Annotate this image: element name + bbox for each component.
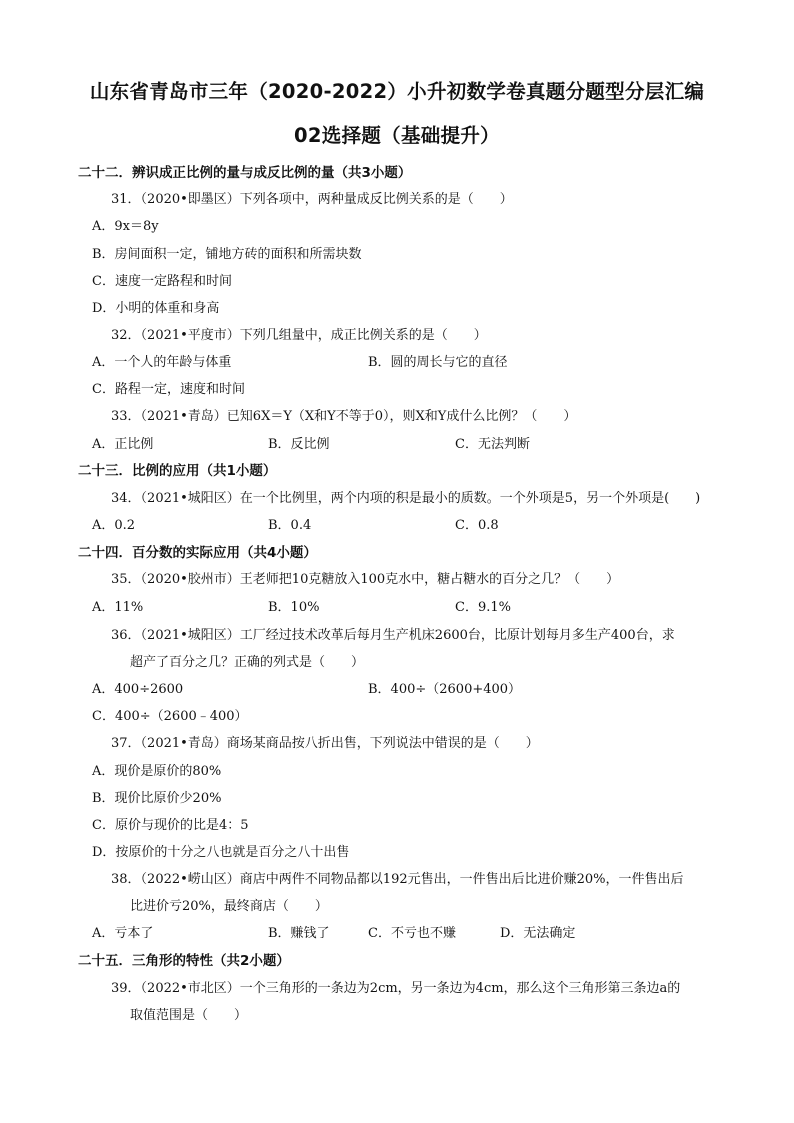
document-title: 山东省青岛市三年（2020-2022）小升初数学卷真题分题型分层汇编 — [89, 80, 705, 103]
question-33-stem: 33．（2021•青岛）已知6X＝Y（X和Y不等于0），则X和Y成什么比例？（ ） — [111, 409, 577, 424]
question-31-option-b: B．房间面积一定，铺地方砖的面积和所需块数 — [92, 247, 362, 262]
question-36-stem-line2: 超产了百分之几？正确的列式是（ ） — [130, 655, 365, 670]
question-38-option-c: C．不亏也不赚 — [368, 926, 456, 941]
question-37-option-b: B．现价比原价少20% — [92, 791, 222, 806]
question-37-stem: 37．（2021•青岛）商场某商品按八折出售，下列说法中错误的是（ ） — [111, 736, 539, 751]
question-32-stem: 32．（2021•平度市）下列几组量中，成正比例关系的是（ ） — [111, 328, 487, 343]
question-35-option-b: B．10% — [268, 600, 320, 615]
question-31-option-d: D．小明的体重和身高 — [92, 301, 220, 316]
question-36-option-c: C．400÷（2600﹣400） — [92, 709, 248, 724]
question-39-stem-line2: 取值范围是（ ） — [130, 1008, 248, 1023]
question-32-option-c: C．路程一定，速度和时间 — [92, 382, 245, 397]
question-34-stem: 34．（2021•城阳区）在一个比例里，两个内项的积是最小的质数。一个外项是5，另一个外项是( ) — [111, 491, 701, 506]
question-31-option-a: A．9x＝8y — [92, 219, 159, 234]
question-36-stem-line1: 36．（2021•城阳区）工厂经过技术改革后每月生产机床2600台，比原计划每月多生产400台，求 — [111, 628, 675, 643]
section-heading: 二十三．比例的应用（共1小题） — [78, 463, 277, 479]
question-32-option-b: B．圆的周长与它的直径 — [368, 355, 508, 370]
question-34-option-c: C．0.8 — [455, 518, 499, 533]
question-38-stem-line1: 38．（2022•崂山区）商店中两件不同物品都以192元售出，一件售出后比进价赚20%，一件售出后 — [111, 872, 684, 887]
question-31-stem: 31．（2020•即墨区）下列各项中，两种量成反比例关系的是（ ） — [111, 192, 513, 207]
question-33-option-a: A．正比例 — [92, 437, 154, 452]
question-33-option-b: B．反比例 — [268, 437, 330, 452]
question-38-stem-line2: 比进价亏20%，最终商店（ ） — [130, 899, 328, 914]
question-36-option-a: A．400÷2600 — [92, 682, 184, 697]
question-37-option-d: D．按原价的十分之八也就是百分之八十出售 — [92, 845, 350, 860]
question-39-stem-line1: 39．（2022•市北区）一个三角形的一条边为2cm，另一条边为4cm，那么这个三角形第三条边a的 — [111, 981, 681, 996]
document-subtitle: 02选择题（基础提升） — [294, 124, 500, 147]
question-34-option-a: A．0.2 — [92, 518, 136, 533]
question-35-stem: 35．（2020•胶州市）王老师把10克糖放入100克水中，糖占糖水的百分之几？（ ） — [111, 572, 620, 587]
section-heading: 二十五．三角形的特性（共2小题） — [78, 953, 290, 969]
question-36-option-b: B．400÷（2600+400） — [368, 682, 522, 697]
question-31-option-c: C．速度一定路程和时间 — [92, 274, 232, 289]
section-heading: 二十四．百分数的实际应用（共4小题） — [78, 545, 317, 561]
question-32-option-a: A．一个人的年龄与体重 — [92, 355, 232, 370]
section-heading: 二十二．辨识成正比例的量与成反比例的量（共3小题） — [78, 165, 412, 181]
question-35-option-c: C．9.1% — [455, 600, 511, 615]
question-35-option-a: A．11% — [92, 600, 144, 615]
question-33-option-c: C．无法判断 — [455, 437, 530, 452]
question-38-option-b: B．赚钱了 — [268, 926, 330, 941]
question-38-option-d: D．无法确定 — [500, 926, 576, 941]
question-38-option-a: A．亏本了 — [92, 926, 154, 941]
question-37-option-a: A．现价是原价的80% — [92, 764, 222, 779]
question-37-option-c: C．原价与现价的比是4：5 — [92, 818, 249, 833]
question-34-option-b: B．0.4 — [268, 518, 312, 533]
